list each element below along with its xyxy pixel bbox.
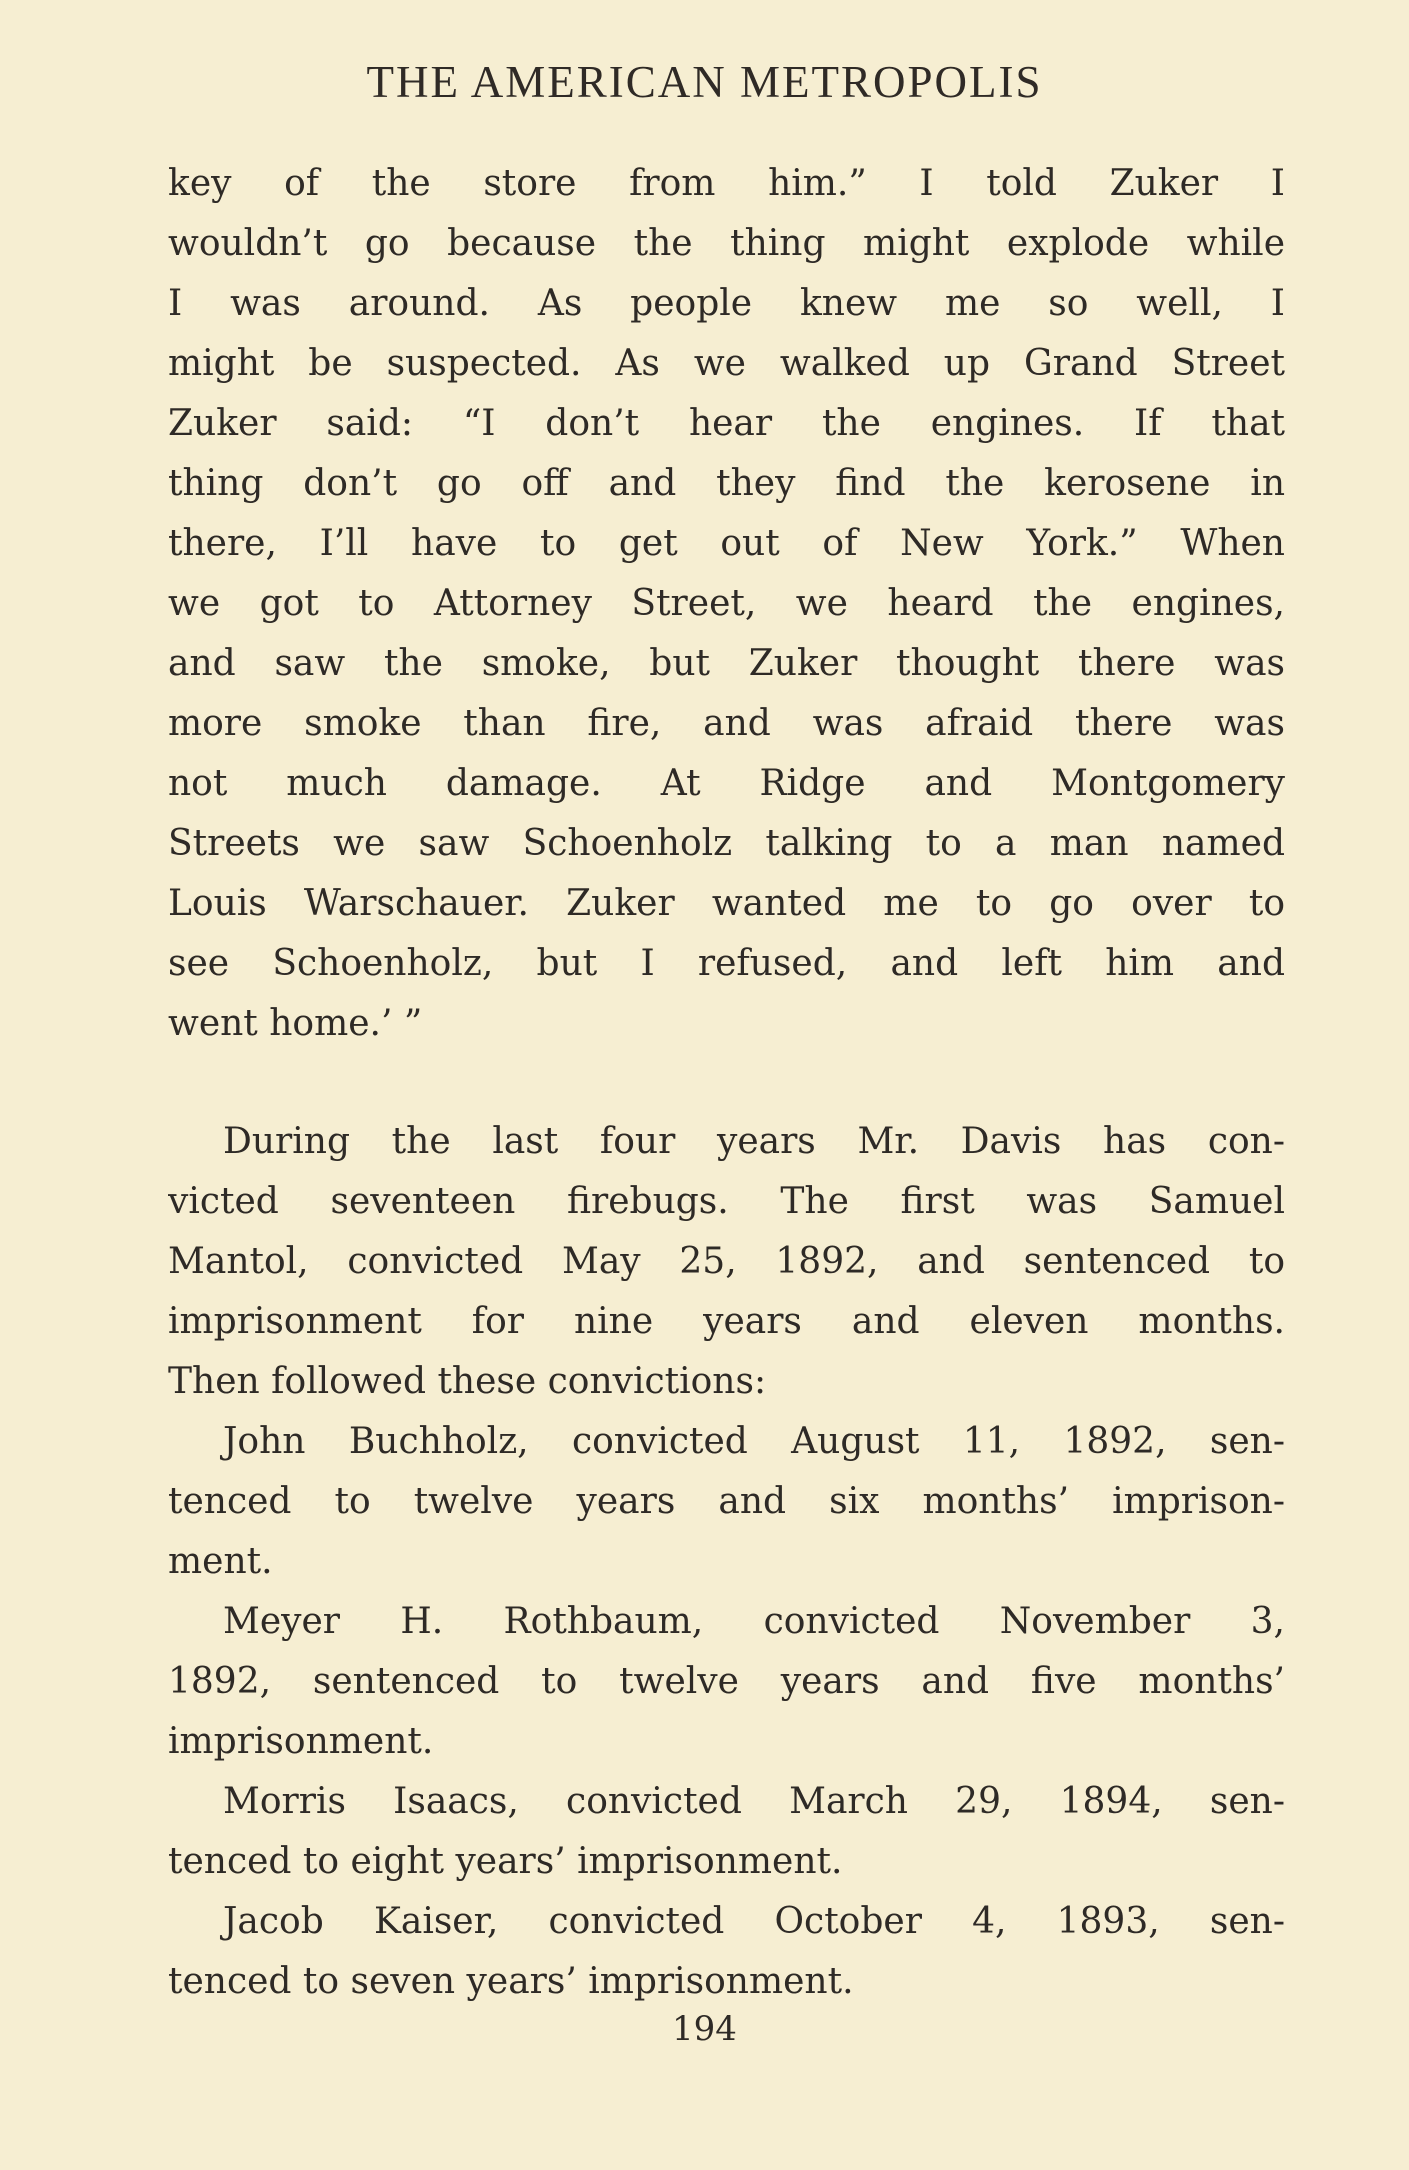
text-line: not much damage. At Ridge and Montgomery — [168, 763, 1285, 804]
text-line: During the last four years Mr. Davis has con- — [223, 1121, 1285, 1162]
text-line: imprisonment for nine years and eleven months. — [168, 1301, 1285, 1342]
text-line: Streets we saw Schoenholz talking to a man named — [168, 823, 1285, 864]
text-line: John Buchholz, convicted August 11, 1892, sen- — [223, 1421, 1285, 1462]
text-line: Jacob Kaiser, convicted October 4, 1893, sen- — [223, 1901, 1285, 1942]
text-line: ment. — [168, 1541, 273, 1582]
text-line: Meyer H. Rothbaum, convicted November 3, — [223, 1601, 1285, 1642]
text-line: Zuker said: “I don’t hear the engines. If that — [168, 403, 1285, 444]
text-line: tenced to twelve years and six months’ imprison- — [168, 1481, 1285, 1522]
text-line: and saw the smoke, but Zuker thought there was — [168, 643, 1285, 684]
text-line: more smoke than fire, and was afraid there was — [168, 703, 1285, 744]
text-line: see Schoenholz, but I refused, and left him and — [168, 943, 1285, 984]
text-line: might be suspected. As we walked up Grand Street — [168, 343, 1285, 384]
paragraph-continuation — [168, 154, 1285, 1054]
running-head: THE AMERICAN METROPOLIS — [366, 57, 1043, 107]
text-line: thing don’t go off and they find the kerosene in — [168, 463, 1285, 504]
text-line: 1892, sentenced to twelve years and five months’ — [168, 1661, 1285, 1702]
text-line: Morris Isaacs, convicted March 29, 1894, sen- — [223, 1781, 1285, 1822]
text-line: key of the store from him.” I told Zuker I — [168, 163, 1285, 204]
text-line: went home.’ ” — [168, 1003, 423, 1044]
text-line: there, I’ll have to get out of New York.” When — [168, 523, 1285, 564]
text-line: we got to Attorney Street, we heard the engines, — [168, 583, 1285, 624]
conviction-entry — [168, 1772, 1285, 1892]
conviction-entry — [168, 1592, 1285, 1772]
text-line: Louis Warschauer. Zuker wanted me to go over to — [168, 883, 1285, 924]
text-line: Mantol, convicted May 25, 1892, and sentenced to — [168, 1241, 1285, 1282]
text-line: tenced to eight years’ imprisonment. — [168, 1841, 843, 1882]
conviction-entry — [168, 1892, 1285, 2012]
text-line: imprisonment. — [168, 1721, 434, 1762]
text-line: wouldn’t go because the thing might explode while — [168, 223, 1285, 264]
text-line: I was around. As people knew me so well, I — [168, 283, 1285, 324]
page-number: 194 — [672, 2009, 737, 2049]
conviction-entry — [168, 1412, 1285, 1592]
paragraph-firebugs — [168, 1112, 1285, 2012]
text-line: tenced to seven years’ imprisonment. — [168, 1961, 854, 2002]
text-line: Then followed these convictions: — [168, 1361, 767, 1402]
text-line: victed seventeen firebugs. The first was Samuel — [168, 1181, 1285, 1222]
